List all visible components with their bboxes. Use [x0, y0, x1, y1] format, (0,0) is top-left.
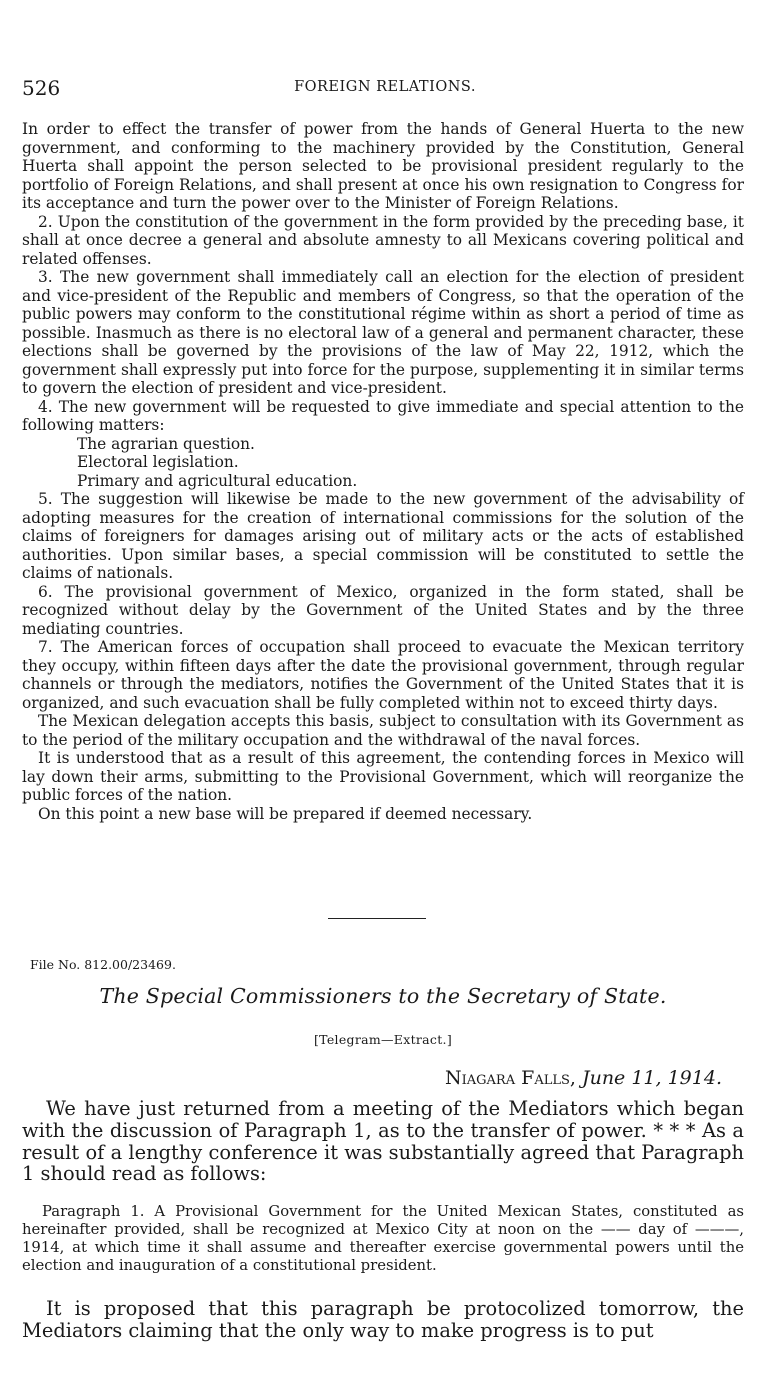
dateline-place: Niagara Falls, — [445, 1067, 576, 1089]
dateline — [445, 1067, 722, 1089]
matter-electoral: Electoral legislation. — [77, 453, 239, 471]
telegram-paragraph-1: We have just returned from a meeting of the Mediators which began with the discussion of Paragraph 1, as to the transfer of power. * * * As a result of a lengthy conference it was substantially agreed that Paragraph 1 should read as follows: — [22, 1097, 744, 1186]
paragraph-commissions: 5. The suggestion will likewise be made to the new government of the advisability of adopting measures for the creation of international commissions for the solution of the claims of foreigners for damages arising out of military acts or the acts of established authorities. Upon similar bases, a special commission will be constituted to settle the claims of nationals. — [22, 490, 744, 582]
continued-text — [22, 120, 744, 823]
section-divider — [328, 918, 426, 919]
paragraph-new-base: On this point a new base will be prepared if deemed necessary. — [38, 804, 533, 823]
dateline-date: June 11, 1914. — [581, 1067, 722, 1089]
paragraph-evacuation: 7. The American forces of occupation shall proceed to evacuate the Mexican territory they occupy, within fifteen days after the date the provisional government, through regular channels or through the mediators, notifies the Government of the United States that it is organized, and such evacuation shall be fully completed within not to exceed thirty days. — [22, 638, 744, 712]
paragraph-transfer-of-power: In order to effect the transfer of power from the hands of General Huerta to the new government, and conforming to the machinery provided by the Constitution, General Huerta shall appoint the person selected to be provisional president regularly to the portfolio of Foreign Relations, and shall present at once his own resignation to Congress for its acceptance and turn the power over to the Minister of Foreign Relations. — [22, 120, 744, 212]
telegram-opening — [22, 1098, 744, 1185]
paragraph-delegation: The Mexican delegation accepts this basis, subject to consultation with its Government as to the period of the military occupation and the withdrawal of the naval forces. — [22, 712, 744, 749]
telegram-paragraph-2: It is proposed that this paragraph be protocolized tomorrow, the Mediators claiming that the only way to make progress is to put — [22, 1297, 744, 1342]
file-number: File No. 812.00/23469. — [30, 957, 176, 972]
page-number: 526 — [22, 76, 61, 100]
running-title: FOREIGN RELATIONS. — [294, 79, 476, 95]
matter-education: Primary and agricultural education. — [77, 471, 358, 490]
page-header — [22, 76, 748, 106]
telegram-note: [Telegram—Extract.] — [313, 1032, 453, 1047]
paragraph-one-text: Paragraph 1. A Provisional Government for the United Mexican States, constituted as hereinafter provided, shall be recognized at Mexico City at noon on the —— day of ———, 1914, at which time it shall assume and thereafter exercise governmental powers until the election and inauguration of a constitutional president. — [22, 1203, 744, 1274]
telegram-closing — [22, 1298, 744, 1342]
paragraph-elections: 3. The new government shall immediately call an election for the election of president and vice-president of the Republic and members of Congress, so that the operation of the public powers may conform to the constitutional régime within as short a period of time as possible. Inasmuch as there is no electoral law of a general and permanent character, these elections shall be governed by the provisions of the law of May 22, 1912, which the government shall expressly put into force for the purpose, supplementing it in similar terms to govern the election of president and vice-president. — [22, 268, 744, 397]
paragraph-arms: It is understood that as a result of this agreement, the contending forces in Mexico will lay down their arms, submitting to the Provisional Government, which will reorganize the public forces of the nation. — [22, 749, 744, 804]
paragraph-amnesty: 2. Upon the constitution of the government in the form provided by the preceding base, it shall at once decree a general and absolute amnesty to all Mexicans covering political and related offenses. — [22, 212, 744, 268]
paragraph-matters: 4. The new government will be requested to give immediate and special attention to the following matters: — [22, 397, 744, 434]
paragraph-recognition: 6. The provisional government of Mexico, organized in the form stated, shall be recognized without delay by the Government of the United States and by the three mediating countries. — [22, 582, 744, 638]
matter-agrarian: The agrarian question. — [77, 434, 255, 453]
quoted-paragraph — [22, 1203, 744, 1275]
document-title: The Special Commissioners to the Secretary of State. — [99, 984, 667, 1008]
